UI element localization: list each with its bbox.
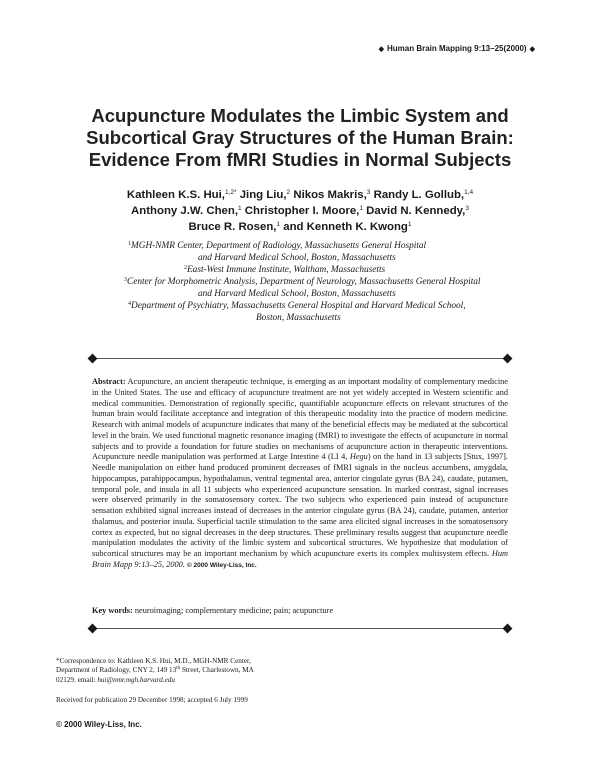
author-affiliation-mark: 1 — [407, 221, 412, 228]
footnote-line: Department of Radiology, CNY 2, 149 13th Street, Charlestown, MA — [56, 666, 254, 675]
author-name: Anthony J.W. Chen, — [131, 205, 238, 217]
abstract-label: Abstract: — [92, 377, 126, 386]
abstract — [92, 377, 508, 572]
affiliation: $^1$MGH-NMR Center, Department of Radiology, Massachusetts General Hospital — [128, 241, 427, 251]
diamond-ornament-icon: ◆ — [529, 46, 535, 53]
author-name: Jing Liu, — [239, 189, 287, 201]
publisher-copyright: © 2000 Wiley-Liss, Inc. — [56, 720, 142, 729]
title-line: Evidence From fMRI Studies in Normal Subjects — [88, 149, 512, 170]
author-name: Nikos Makris, — [293, 189, 367, 201]
diamond-ornament-icon — [88, 354, 98, 364]
diamond-ornament-icon — [503, 624, 513, 634]
author-affiliation-mark: 1,2* — [224, 189, 237, 196]
abstract-copyright: © 2000 Wiley-Liss, Inc. — [186, 561, 257, 569]
footnote-line: 02129. email: hui@nmr.mgh.harvard.edu — [56, 675, 175, 684]
section-divider — [92, 358, 508, 359]
footnote-line: *Correspondence to: Kathleen K.S. Hui, M.D., MGH-NMR Center, — [56, 657, 251, 665]
correspondence-footnote — [56, 657, 356, 685]
keywords-text: neuroimaging; complementary medicine; pain; acupuncture — [134, 606, 334, 615]
author-line — [40, 187, 560, 203]
author-name: Kathleen K.S. Hui, — [126, 189, 225, 201]
affiliation-continuation: and Harvard Medical School, Boston, Massachusetts — [198, 253, 396, 263]
author-name: and Kenneth K. Kwong — [283, 221, 408, 233]
abstract-citation: Hum Brain Mapp 9:13–25, 2000. — [92, 549, 509, 569]
affiliation: $^2$East-West Immune Institute, Waltham, Massachusetts — [184, 265, 386, 275]
abstract-text: Acupuncture, an ancient therapeutic technique, is emerging as an important modality of complementary medicine in the United States. The use and efficacy of acupuncture treatment are not yet widely accepted in Western scientific and medical communities. Demonstration of regionally specific, quantifiable acupuncture effects on relevant structures of the human brain would facilitate acceptance and integration of this therapeutic modality into the practice of modern medicine. Research with animal models of acupuncture indicates that many of the beneficial effects may be mediated at the subcortical level in the brain. We used functional magnetic resonance imaging (fMRI) to investigate the effects of acupuncture in normal subjects and to provide a foundation for future studies on mechanisms of acupuncture action in therapeutic interventions. Acupuncture needle manipulation was performed at Large Intestine 4 (LI 4, — [92, 377, 508, 462]
paper-title — [40, 105, 560, 171]
author-name: Randy L. Gollub, — [373, 189, 465, 201]
title-line: Subcortical Gray Structures of the Human Brain: — [86, 127, 514, 148]
affiliation: $^3$Center for Morphometric Analysis, Department of Neurology, Massachusetts General Hospital — [124, 277, 481, 287]
author-line — [40, 203, 560, 219]
author-affiliation-mark: 3 — [366, 189, 371, 196]
author-affiliation-mark: 1 — [238, 205, 242, 212]
author-affiliation-mark: 3 — [465, 205, 469, 212]
abstract-term: Hegu — [349, 452, 368, 462]
abstract-text: ) on the hand in 13 subjects [Stux, 1997]. Needle manipulation on either hand produced prominent decreases of fMRI signals in the nucleus accumbens, amygdala, hippocampus, parahippocampus, hypothalamus, ventral tegmental area, anterior cingulate gyrus (BA 24), caudate, putamen, temporal pole, and insula in all 11 subjects who experienced acupuncture sensation. In marked contrast, signal increases were observed primarily in the somatosensory cortex. The two subjects who experienced pain instead of acupuncture sensation exhibited signal increases instead of decreases in the anterior cingulate gyrus (BA 24), caudate, putamen, anterior thalamus, and posterior insula. Superficial tactile stimulation to the same area elicited signal increases in the somatosensory cortex as expected, but no signal decreases in the deep structures. These preliminary results suggest that acupuncture needle manipulation modulates the activity of the limbic system and subcortical structures. We hypothesize that modulation of subcortical structures may be an important mechanism by which acupuncture exerts its complex multisystem effects. — [92, 452, 508, 558]
diamond-ornament-icon: ◆ — [378, 46, 384, 53]
author-affiliation-mark: 1 — [359, 205, 363, 212]
affiliation-continuation: Boston, Massachusetts — [256, 313, 341, 323]
diamond-ornament-icon — [88, 624, 98, 634]
email-link[interactable]: hui@nmr.mgh.harvard.edu — [97, 675, 175, 684]
author-name: David N. Kennedy, — [366, 205, 466, 217]
keywords-label: Key words: — [92, 606, 133, 615]
affiliation-continuation: and Harvard Medical School, Boston, Massachusetts — [198, 289, 396, 299]
running-head — [376, 44, 538, 53]
section-divider — [92, 628, 508, 629]
keywords — [92, 605, 508, 616]
author-affiliation-mark: 1,4 — [464, 189, 474, 196]
author-affiliation-mark: 1 — [276, 221, 281, 228]
author-list — [40, 187, 560, 235]
diamond-ornament-icon — [503, 354, 513, 364]
affiliation: $^4$Department of Psychiatry, Massachusetts General Hospital and Harvard Medical School, — [128, 301, 466, 311]
title-line: Acupuncture Modulates the Limbic System and — [91, 105, 509, 126]
affiliation-list — [124, 240, 488, 324]
author-name: Bruce R. Rosen, — [188, 221, 277, 233]
author-line — [40, 219, 560, 235]
journal-citation: Human Brain Mapping 9:13–25(2000) — [387, 44, 527, 53]
author-affiliation-mark: 2 — [286, 189, 291, 196]
received-date: Received for publication 29 December 1998; accepted 6 July 1999 — [56, 696, 248, 704]
author-name: Christopher I. Moore, — [244, 205, 360, 217]
